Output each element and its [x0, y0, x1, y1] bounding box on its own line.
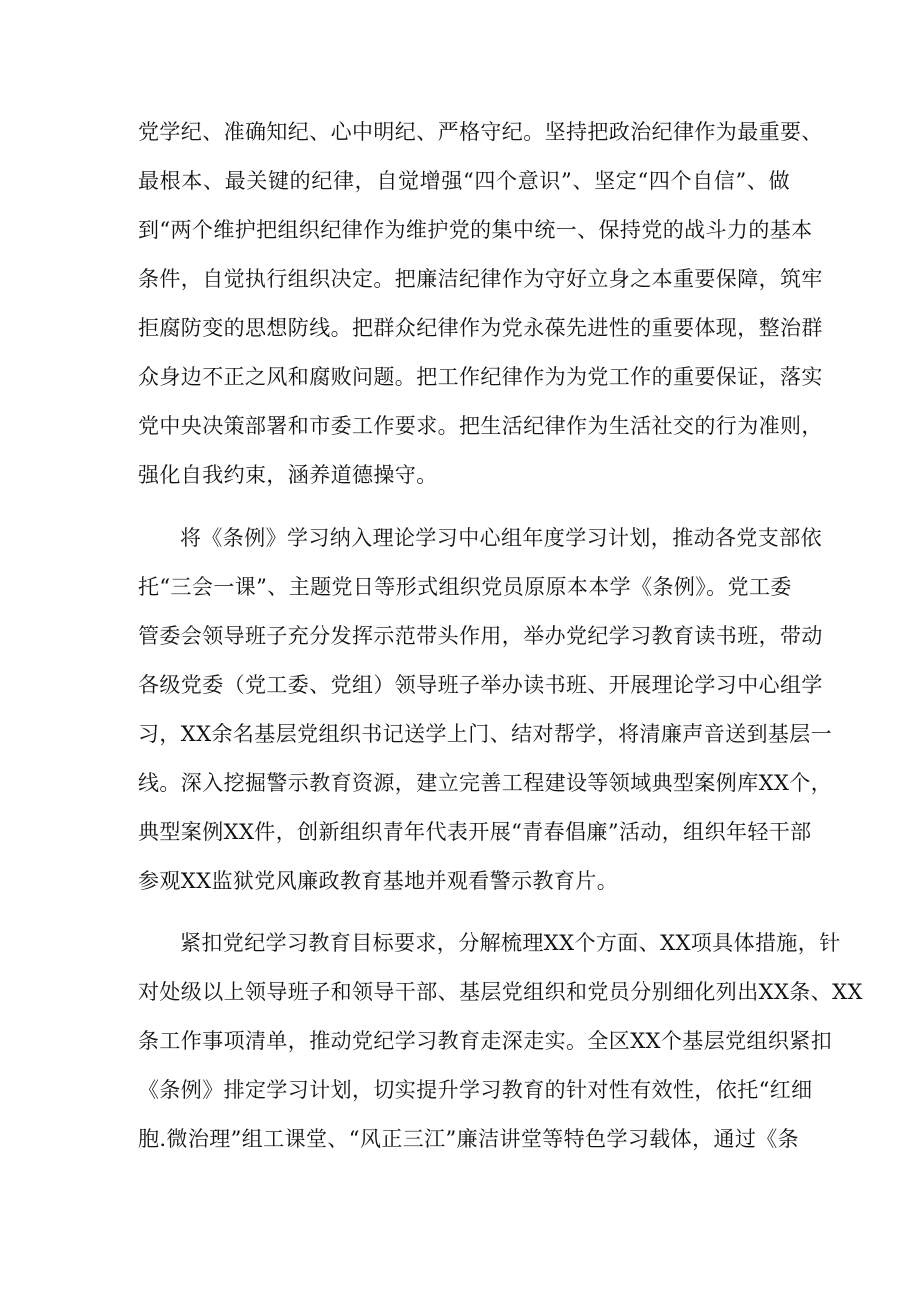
paragraph-line: 强化自我约束，涵养道德操守。 — [138, 463, 438, 487]
paragraph-line: 到“两个维护把组织纪律作为维护党的集中统一、保持党的战斗力的基本 — [138, 218, 813, 242]
paragraph-line: 党学纪、准确知纪、心中明纪、严格守纪。坚持把政治纪律作为最重要、 — [138, 120, 823, 144]
paragraph-line: 《条例》排定学习计划，切实提升学习教育的针对性有效性，依托“红细 — [138, 1078, 813, 1102]
paragraph-line: 管委会领导班子充分发挥示范带头作用，举办党纪学习教育读书班，带动 — [138, 624, 823, 648]
paragraph-line: 拒腐防变的思想防线。把群众纪律作为党永葆先进性的重要体现，整治群 — [138, 316, 823, 340]
paragraph-line: 条工作事项清单，推动党纪学习教育走深走实。全区XX个基层党组织紧扣 — [138, 1029, 833, 1053]
paragraph-line: 习，XX余名基层党组织书记送学上门、结对帮学，将清廉声音送到基层一 — [138, 722, 833, 746]
paragraph-line: 托“三会一课”、主题党日等形式组织党员原原本本学《条例》。党工委 — [138, 575, 792, 599]
paragraph-line: 将《条例》学习纳入理论学习中心组年度学习计划，推动各党支部依 — [180, 526, 822, 550]
paragraph-line: 线。深入挖掘警示教育资源，建立完善工程建设等领域典型案例库XX个， — [138, 771, 833, 795]
paragraph-line: 党中央决策部署和市委工作要求。把生活纪律作为生活社交的行为准则， — [138, 414, 823, 438]
paragraph-line: 紧扣党纪学习教育目标要求，分解梳理XX个方面、XX项具体措施，针 — [180, 931, 841, 955]
paragraph-line: 最根本、最关键的纪律，自觉增强“四个意识”、坚定“四个自信”、做 — [138, 169, 790, 193]
paragraph-line: 条件，自觉执行组织决定。把廉洁纪律作为守好立身之本重要保障，筑牢 — [138, 267, 823, 291]
paragraph-line: 众身边不正之风和腐败问题。把工作纪律作为为党工作的重要保证，落实 — [138, 365, 823, 389]
paragraph-line: 各级党委（党工委、党组）领导班子举办读书班、开展理论学习中心组学 — [138, 673, 823, 697]
paragraph-line: 胞.微治理”组工课堂、“风正三江”廉洁讲堂等特色学习载体，通过《条 — [138, 1127, 800, 1151]
paragraph-line: 参观XX监狱党风廉政教育基地并观看警示教育片。 — [138, 869, 619, 893]
paragraph-line: 对处级以上领导班子和领导干部、基层党组织和党员分别细化列出XX条、XX — [138, 980, 863, 1004]
paragraph-line: 典型案例XX件，创新组织青年代表开展“青春倡廉”活动，组织年轻干部 — [138, 820, 812, 844]
